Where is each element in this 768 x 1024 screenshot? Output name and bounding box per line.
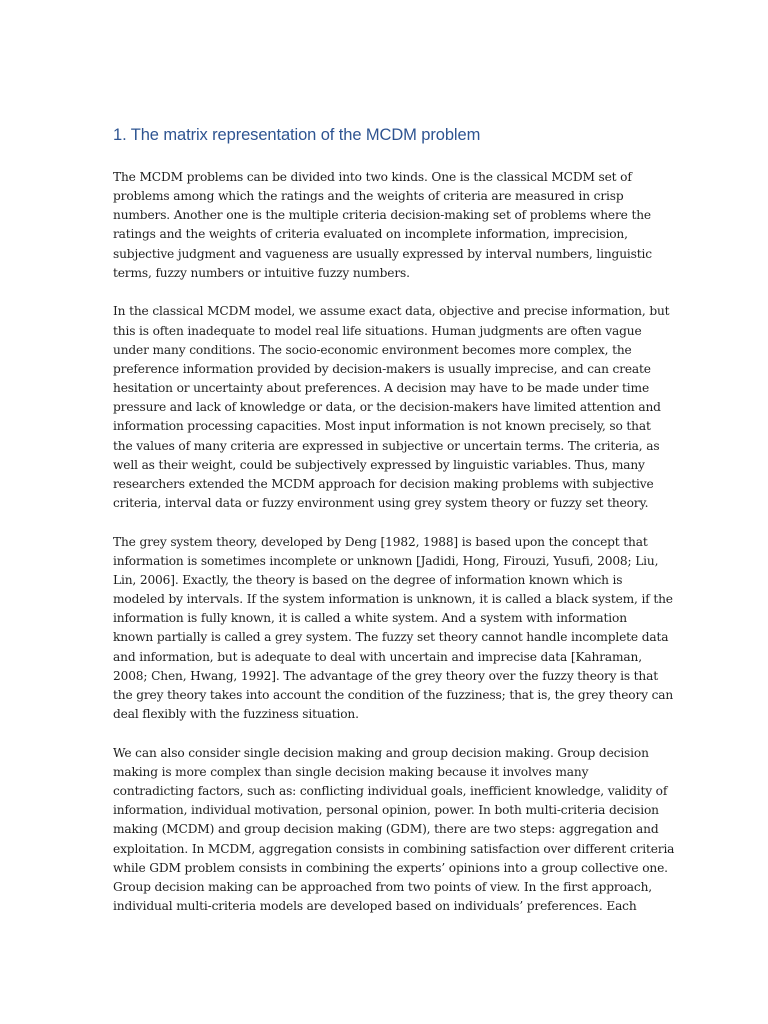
text-line: under many conditions. The socio-economic environment becomes more complex, the bbox=[113, 342, 632, 357]
text-line: this is often inadequate to model real life situations. Human judgments are often vague bbox=[113, 323, 642, 338]
text-line: the grey theory takes into account the condition of the fuzziness; that is, the grey theory can bbox=[113, 687, 674, 702]
text-line: information is fully known, it is called a white system. And a system with information bbox=[113, 611, 627, 626]
text-line: subjective judgment and vagueness are usually expressed by interval numbers, linguistic bbox=[113, 246, 652, 261]
text-line: 2008; Chen, Hwang, 1992]. The advantage of the grey theory over the fuzzy theory is that bbox=[113, 668, 658, 683]
paragraph-1 bbox=[113, 168, 658, 283]
paragraph-3 bbox=[113, 533, 674, 725]
paragraph-2 bbox=[113, 302, 670, 513]
text-line: pressure and lack of knowledge or data, or the decision-makers have limited attention and bbox=[113, 400, 661, 415]
text-line: ratings and the weights of criteria evaluated on incomplete information, imprecision, bbox=[113, 227, 628, 242]
text-line: Lin, 2006]. Exactly, the theory is based on the degree of information known which is bbox=[113, 572, 623, 587]
text-line: while GDM problem consists in combining the experts’ opinions into a group collective one. bbox=[113, 860, 668, 875]
text-line: preference information provided by decision-makers is usually imprecise, and can create bbox=[113, 361, 651, 376]
text-line: the values of many criteria are expressed in subjective or uncertain terms. The criteria, as bbox=[113, 438, 660, 453]
section-heading: 1. The matrix representation of the MCDM problem bbox=[113, 126, 481, 144]
text-line: making (MCDM) and group decision making (GDM), there are two steps: aggregation and bbox=[113, 822, 659, 837]
paragraph-4 bbox=[113, 744, 675, 916]
document-page bbox=[113, 124, 675, 936]
text-line: problems among which the ratings and the weights of criteria are measured in crisp bbox=[113, 189, 624, 204]
text-line: We can also consider single decision making and group decision making. Group decision bbox=[113, 745, 649, 760]
text-line: In the classical MCDM model, we assume exact data, objective and precise information, but bbox=[113, 304, 670, 319]
text-line: information processing capacities. Most input information is not known precisely, so that bbox=[113, 419, 651, 434]
text-line: researchers extended the MCDM approach for decision making problems with subjective bbox=[113, 476, 654, 491]
text-line: criteria, interval data or fuzzy environment using grey system theory or fuzzy set theory. bbox=[113, 496, 649, 510]
text-line: modeled by intervals. If the system information is unknown, it is called a black system, if the bbox=[113, 592, 673, 607]
text-line: The MCDM problems can be divided into two kinds. One is the classical MCDM set of bbox=[113, 170, 632, 184]
text-line: hesitation or uncertainty about preferences. A decision may have to be made under time bbox=[113, 381, 650, 396]
text-line: individual multi-criteria models are developed based on individuals’ preferences. Each bbox=[113, 898, 637, 913]
text-line: making is more complex than single decision making because it involves many bbox=[113, 764, 589, 779]
text-line: numbers. Another one is the multiple criteria decision-making set of problems where the bbox=[113, 208, 651, 223]
text-line: contradicting factors, such as: conflicting individual goals, inefficient knowledge, validity of bbox=[113, 784, 668, 799]
text-line: information, individual motivation, personal opinion, power. In both multi-criteria decision bbox=[113, 803, 659, 818]
text-line: and information, but is adequate to deal with uncertain and imprecise data [Kahraman, bbox=[113, 649, 642, 664]
text-line: exploitation. In MCDM, aggregation consists in combining satisfaction over different criteria bbox=[113, 841, 675, 856]
text-line: information is sometimes incomplete or unknown [Jadidi, Hong, Firouzi, Yusufi, 2008; Liu, bbox=[113, 553, 659, 568]
text-line: Group decision making can be approached from two points of view. In the first approach, bbox=[113, 879, 653, 894]
text-line: terms, fuzzy numbers or intuitive fuzzy numbers. bbox=[113, 265, 410, 280]
text-line: known partially is called a grey system. The fuzzy set theory cannot handle incomplete data bbox=[113, 630, 669, 645]
text-line: deal flexibly with the fuzziness situation. bbox=[113, 707, 359, 722]
text-line: The grey system theory, developed by Deng [1982, 1988] is based upon the concept that bbox=[113, 534, 648, 549]
text-line: well as their weight, could be subjectively expressed by linguistic variables. Thus, many bbox=[113, 457, 645, 472]
